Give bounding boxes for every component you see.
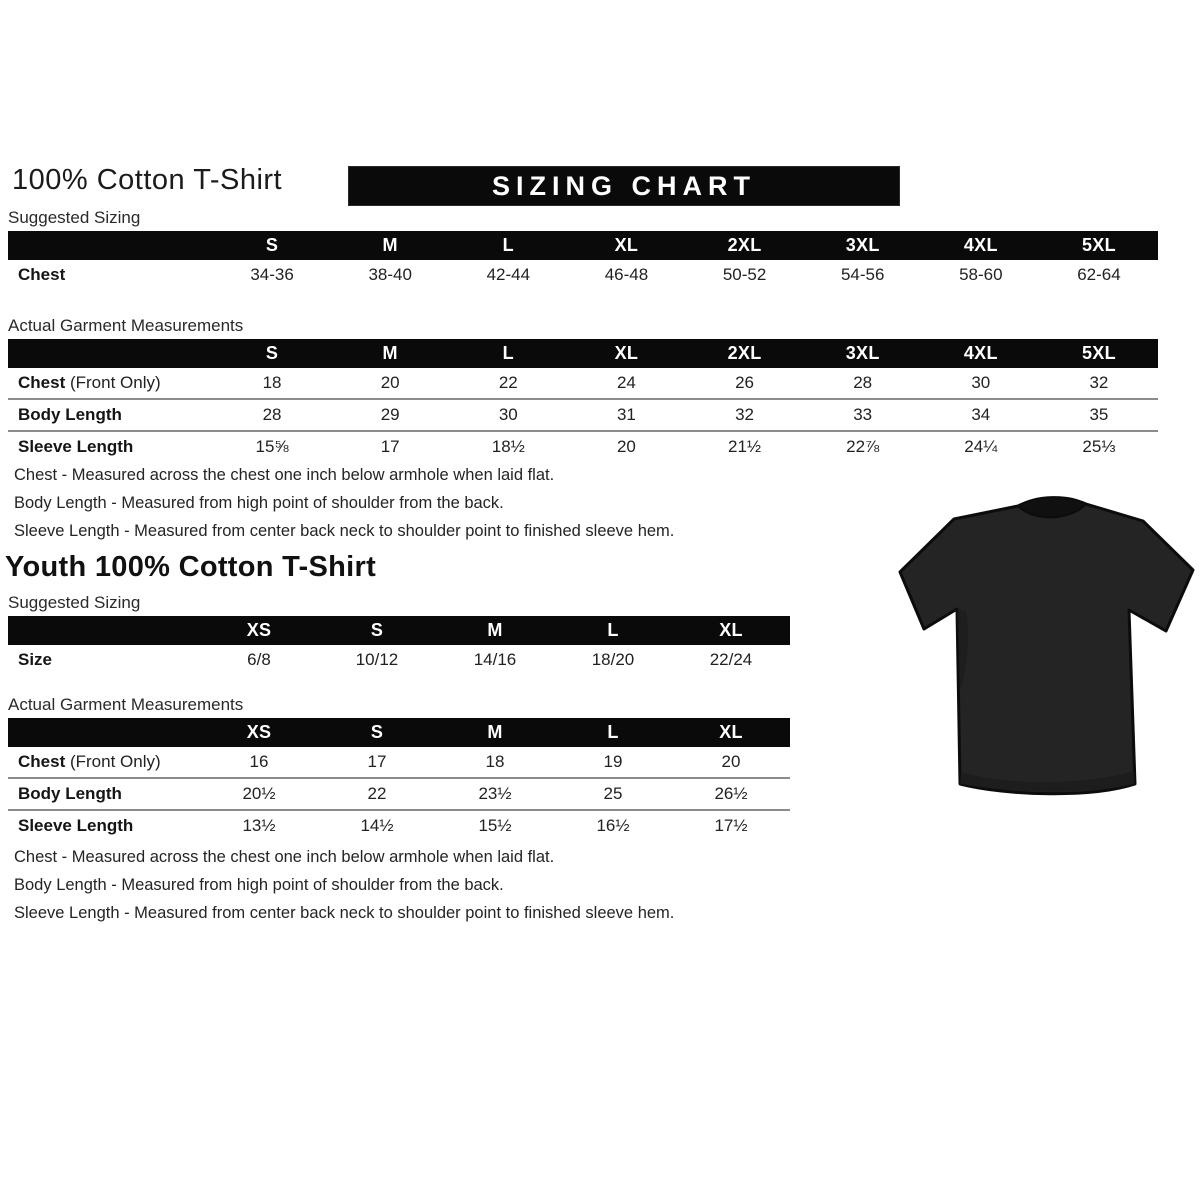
- note-body-length: Body Length - Measured from high point of shoulder from the back.: [14, 876, 504, 894]
- table-row: [8, 368, 1158, 399]
- row-label: Sleeve Length: [8, 431, 213, 462]
- measurement-cell: 17: [367, 752, 387, 771]
- size-column-header: M: [436, 616, 554, 645]
- measurement-cell: 20: [567, 431, 685, 462]
- measurement-cell: 20: [721, 752, 741, 771]
- measurement-cell: 20½: [200, 778, 318, 810]
- adult-suggested-sizing-label: Suggested Sizing: [8, 208, 141, 227]
- size-column-header: 2XL: [686, 231, 804, 260]
- row-label-column-header: [8, 339, 213, 368]
- measurement-cell: 26½: [672, 778, 790, 810]
- measurement-cell: 6/8: [247, 650, 271, 669]
- measurement-cell: 18: [262, 373, 282, 392]
- note-body-length: Body Length - Measured from high point of shoulder from the back.: [14, 494, 504, 512]
- size-column-header: 3XL: [804, 231, 922, 260]
- measurement-cell: 58-60: [959, 265, 1003, 284]
- size-column-header: L: [449, 231, 567, 260]
- size-column-header: L: [554, 718, 672, 747]
- measurement-cell: 32: [1089, 373, 1109, 392]
- size-column-header: M: [331, 339, 449, 368]
- measurement-cell: 33: [804, 399, 922, 431]
- size-column-header: S: [213, 231, 331, 260]
- size-column-header: XL: [567, 231, 685, 260]
- size-column-header: XL: [567, 339, 685, 368]
- measurement-cell: 30: [971, 373, 991, 392]
- measurement-cell: 50-52: [722, 265, 767, 284]
- measurement-cell: 54-56: [840, 265, 885, 284]
- measurement-cell: 20: [380, 373, 400, 392]
- measurement-cell: 62-64: [1077, 265, 1121, 284]
- row-label: Chest (Front Only): [18, 373, 161, 392]
- row-label: Sleeve Length: [8, 810, 200, 841]
- row-label-column-header: [8, 231, 213, 260]
- row-label-suffix: (Front Only): [65, 373, 161, 392]
- youth-measurement-notes: [14, 843, 674, 927]
- measurement-cell: 14/16: [473, 650, 517, 669]
- measurement-cell: 28: [853, 373, 873, 392]
- measurement-cell: 42-44: [486, 265, 531, 284]
- tshirt-image: [896, 490, 1196, 804]
- measurement-cell: 22⅞: [804, 431, 922, 462]
- size-column-header: 3XL: [804, 339, 922, 368]
- sizing-chart-banner-text: SIZING CHART: [492, 170, 756, 201]
- measurement-cell: 18/20: [591, 650, 635, 669]
- table-row: [8, 431, 1158, 462]
- note-chest: Chest - Measured across the chest one inch below armhole when laid flat.: [14, 848, 555, 866]
- measurement-cell: 22/24: [709, 650, 753, 669]
- measurement-cell: 23½: [436, 778, 554, 810]
- measurement-cell: 34-36: [250, 265, 294, 284]
- row-label-suffix: (Front Only): [65, 752, 161, 771]
- measurement-cell: 22: [498, 373, 518, 392]
- measurement-cell: 19: [603, 752, 623, 771]
- row-label: Body Length: [8, 778, 200, 810]
- size-column-header: XL: [672, 616, 790, 645]
- note-sleeve-length: Sleeve Length - Measured from center back neck to shoulder point to finished sleeve hem.: [14, 522, 675, 540]
- row-label: Chest (Front Only): [18, 752, 161, 771]
- measurement-cell: 16: [249, 752, 269, 771]
- table-row: [8, 747, 790, 778]
- measurement-cell: 24: [616, 373, 636, 392]
- measurement-cell: 34: [922, 399, 1040, 431]
- size-column-header: L: [449, 339, 567, 368]
- measurement-cell: 25⅓: [1040, 431, 1158, 462]
- youth-suggested-sizing-table: [8, 616, 790, 675]
- adult-title: 100% Cotton T-Shirt: [12, 164, 283, 196]
- measurement-cell: 10/12: [355, 650, 399, 669]
- size-column-header: 5XL: [1040, 339, 1158, 368]
- measurement-cell: 38-40: [368, 265, 412, 284]
- measurement-cell: 24¼: [922, 431, 1040, 462]
- size-column-header: XS: [200, 718, 318, 747]
- row-label-column-header: [8, 616, 200, 645]
- measurement-cell: 32: [686, 399, 804, 431]
- tshirt-body-shape: [900, 499, 1193, 794]
- size-column-header: XL: [672, 718, 790, 747]
- adult-actual-measurements-label: Actual Garment Measurements: [8, 316, 244, 335]
- size-column-header: 5XL: [1040, 231, 1158, 260]
- size-column-header: 4XL: [922, 339, 1040, 368]
- note-sleeve-length: Sleeve Length - Measured from center back neck to shoulder point to finished sleeve hem.: [14, 904, 675, 922]
- measurement-cell: 28: [213, 399, 331, 431]
- table-row: [8, 260, 1158, 290]
- row-label: Body Length: [8, 399, 213, 431]
- table-row: [8, 399, 1158, 431]
- row-label-column-header: [8, 718, 200, 747]
- measurement-cell: 18: [485, 752, 505, 771]
- size-column-header: XS: [200, 616, 318, 645]
- row-label: Size: [18, 650, 53, 669]
- youth-actual-measurements-table: [8, 718, 790, 841]
- table-row: [8, 810, 790, 841]
- measurement-cell: 14½: [318, 810, 436, 841]
- measurement-cell: 15½: [436, 810, 554, 841]
- row-label: Chest: [18, 265, 66, 284]
- sizing-chart-banner: [348, 166, 900, 206]
- size-column-header: 4XL: [922, 231, 1040, 260]
- measurement-cell: 35: [1040, 399, 1158, 431]
- size-column-header: 2XL: [686, 339, 804, 368]
- youth-suggested-sizing-label: Suggested Sizing: [8, 593, 141, 612]
- measurement-cell: 18½: [449, 431, 567, 462]
- measurement-cell: 15⅝: [213, 431, 331, 462]
- measurement-cell: 31: [567, 399, 685, 431]
- measurement-cell: 30: [449, 399, 567, 431]
- measurement-cell: 25: [554, 778, 672, 810]
- measurement-cell: 16½: [554, 810, 672, 841]
- size-column-header: M: [331, 231, 449, 260]
- measurement-cell: 22: [318, 778, 436, 810]
- size-column-header: S: [318, 616, 436, 645]
- size-column-header: M: [436, 718, 554, 747]
- size-column-header: S: [213, 339, 331, 368]
- size-column-header: L: [554, 616, 672, 645]
- adult-actual-measurements-table: [8, 339, 1158, 462]
- measurement-cell: 17½: [672, 810, 790, 841]
- measurement-cell: 17: [331, 431, 449, 462]
- measurement-cell: 13½: [200, 810, 318, 841]
- adult-suggested-sizing-table: [8, 231, 1158, 290]
- measurement-cell: 21½: [686, 431, 804, 462]
- measurement-cell: 46-48: [604, 265, 649, 284]
- table-row: [8, 778, 790, 810]
- measurement-cell: 26: [735, 373, 755, 392]
- adult-measurement-notes: [14, 461, 674, 545]
- measurement-cell: 29: [331, 399, 449, 431]
- youth-actual-measurements-label: Actual Garment Measurements: [8, 695, 244, 714]
- size-column-header: S: [318, 718, 436, 747]
- youth-title: Youth 100% Cotton T-Shirt: [5, 551, 377, 583]
- table-row: [8, 645, 790, 675]
- note-chest: Chest - Measured across the chest one inch below armhole when laid flat.: [14, 466, 555, 484]
